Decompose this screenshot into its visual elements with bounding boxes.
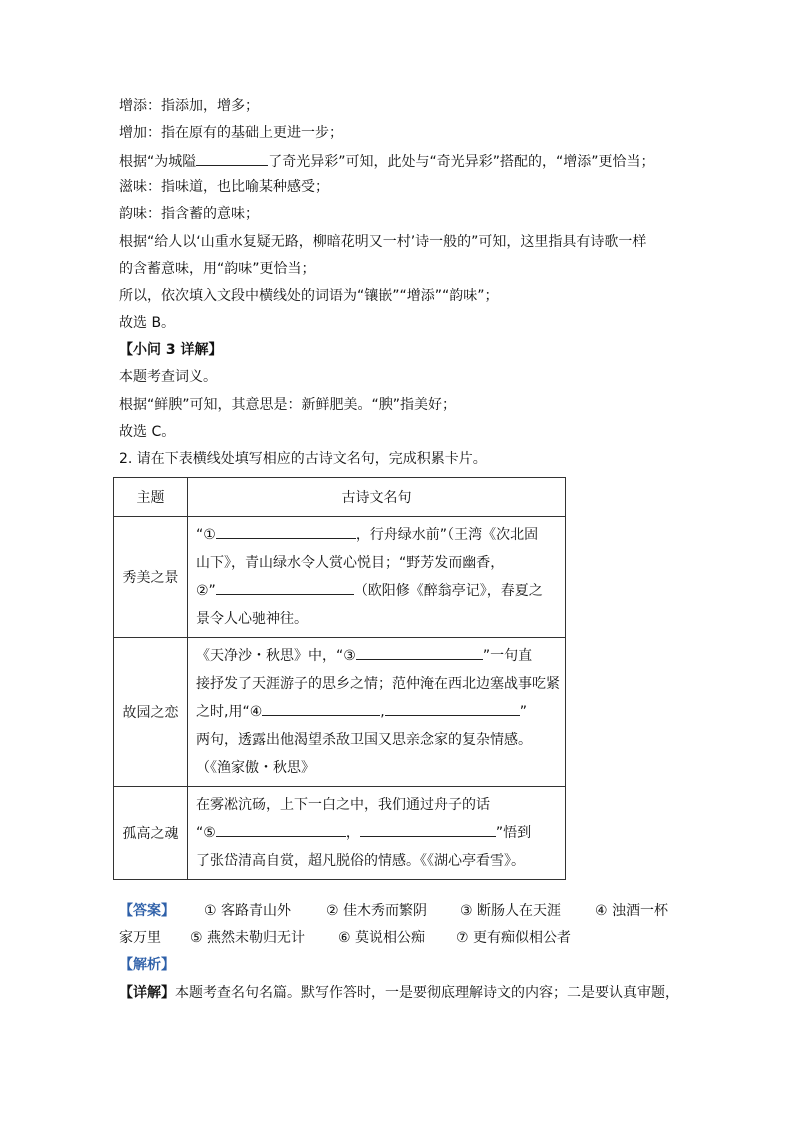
text-line: 景令人心驰神往。 <box>196 611 308 627</box>
detail-label: 【详解】 <box>119 985 175 1001</box>
question-title: 2. 请在下表横线处填写相应的古诗文名句，完成积累卡片。 <box>119 451 487 467</box>
answer-item: ① 客路青山外 <box>204 903 292 919</box>
fill-blank <box>216 821 346 837</box>
text-segment: ②” <box>196 583 216 599</box>
text-segment: 《天净沙・秋思》中，“③ <box>196 648 356 664</box>
fill-blank <box>356 644 483 660</box>
text-line: 本题考查词义。 <box>119 369 217 385</box>
table-row <box>114 638 566 787</box>
text-line: 山下》，青山绿水令人赏心悦目；“野芳发而幽香， <box>196 555 505 571</box>
text-line: 故选 C。 <box>119 424 176 440</box>
answer-item: ③ 断肠人在天涯 <box>460 903 562 919</box>
answer-label: 【答案】 <box>119 903 175 919</box>
answer-item: ⑦ 更有痴似相公者 <box>456 930 572 946</box>
section-heading: 【小问 3 详解】 <box>119 342 223 358</box>
detail-line <box>119 983 679 1003</box>
text-line: 增加：指在原有的基础上更进一步； <box>119 125 343 141</box>
analysis-label: 【解析】 <box>119 957 175 973</box>
fill-blank <box>385 700 520 716</box>
answer-item: ⑤ 燕然未勒归无计 <box>190 930 306 946</box>
text-line: 根据“给人以‘山重水复疑无路，柳暗花明又一村’诗一般的”可知，这里指具有诗歌一样 <box>119 234 647 250</box>
text-segment: ， <box>345 825 360 841</box>
text-segment: ”悟到 <box>495 825 532 841</box>
text-segment: “⑤ <box>196 825 216 841</box>
theme-cell: 孤高之魂 <box>114 787 188 880</box>
text-line: 了张岱清高自赏，超凡脱俗的情感。《《湖心亭看雪》。 <box>196 853 525 869</box>
fill-blank <box>196 150 268 166</box>
content-cell <box>188 638 566 787</box>
table-row <box>114 787 566 880</box>
text-segment: 之时,用“④ <box>196 704 263 720</box>
fill-blank <box>360 821 496 837</box>
table-header-row <box>114 478 566 517</box>
text-segment: “① <box>196 527 216 543</box>
fill-blank <box>262 700 380 716</box>
text-segment: ”一句直 <box>482 648 533 664</box>
content-cell <box>188 787 566 880</box>
detail-text: 本题考查名句名篇。默写作答时，一是要彻底理解诗文的内容；二是要认真审题， <box>175 985 679 1001</box>
text-segment: 了奇光异彩”可知，此处与“奇光异彩”搭配的，“增添”更恰当； <box>268 154 655 170</box>
fill-blank <box>216 579 354 595</box>
text-segment: , <box>380 704 385 720</box>
text-segment: ” <box>519 704 527 720</box>
answer-item: ② 佳木秀而繁阴 <box>326 903 428 919</box>
header-theme: 主题 <box>114 478 188 517</box>
text-line: 所以，依次填入文段中横线处的词语为“镶嵌”“增添”“韵味”； <box>119 288 499 304</box>
table-row <box>114 517 566 638</box>
text-line: 两句，透露出他渴望杀敌卫国又思亲念家的复杂情感。 <box>196 732 532 748</box>
text-line: 故选 B。 <box>119 315 176 331</box>
text-segment: （欧阳修《醉翁亭记》，春夏之 <box>353 583 543 599</box>
theme-cell: 秀美之景 <box>114 517 188 638</box>
answer-item: 家万里 <box>119 930 161 946</box>
text-segment: ，行舟绿水前”（王湾《次北固 <box>355 527 539 543</box>
text-line: 在雾凇沆砀，上下一白之中，我们通过舟子的话 <box>196 797 490 813</box>
theme-cell: 故园之恋 <box>114 638 188 787</box>
text-line: 韵味：指含蓄的意味； <box>119 206 259 222</box>
accumulation-card-table <box>113 477 566 880</box>
text-line: 根据“鲜腴”可知，其意思是：新鲜肥美。“腴”指美好； <box>119 397 457 413</box>
text-line: 的含蓄意味，用“韵味”更恰当； <box>119 261 316 277</box>
fill-blank <box>216 523 356 539</box>
content-cell <box>188 517 566 638</box>
text-line: 滋味：指味道，也比喻某种感受； <box>119 179 329 195</box>
header-content: 古诗文名句 <box>188 478 566 517</box>
answer-item: ⑥ 莫说相公痴 <box>338 930 426 946</box>
text-line: 接抒发了天涯游子的思乡之情；范仲淹在西北边塞战事吃紧 <box>196 676 560 692</box>
text-segment: 根据“为城隘 <box>119 154 197 170</box>
answer-item: ④ 浊酒一杯 <box>595 903 669 919</box>
text-line: （《渔家傲・秋思》 <box>196 760 315 776</box>
text-line: 增添：指添加，增多； <box>119 98 259 114</box>
text-line <box>119 150 655 172</box>
